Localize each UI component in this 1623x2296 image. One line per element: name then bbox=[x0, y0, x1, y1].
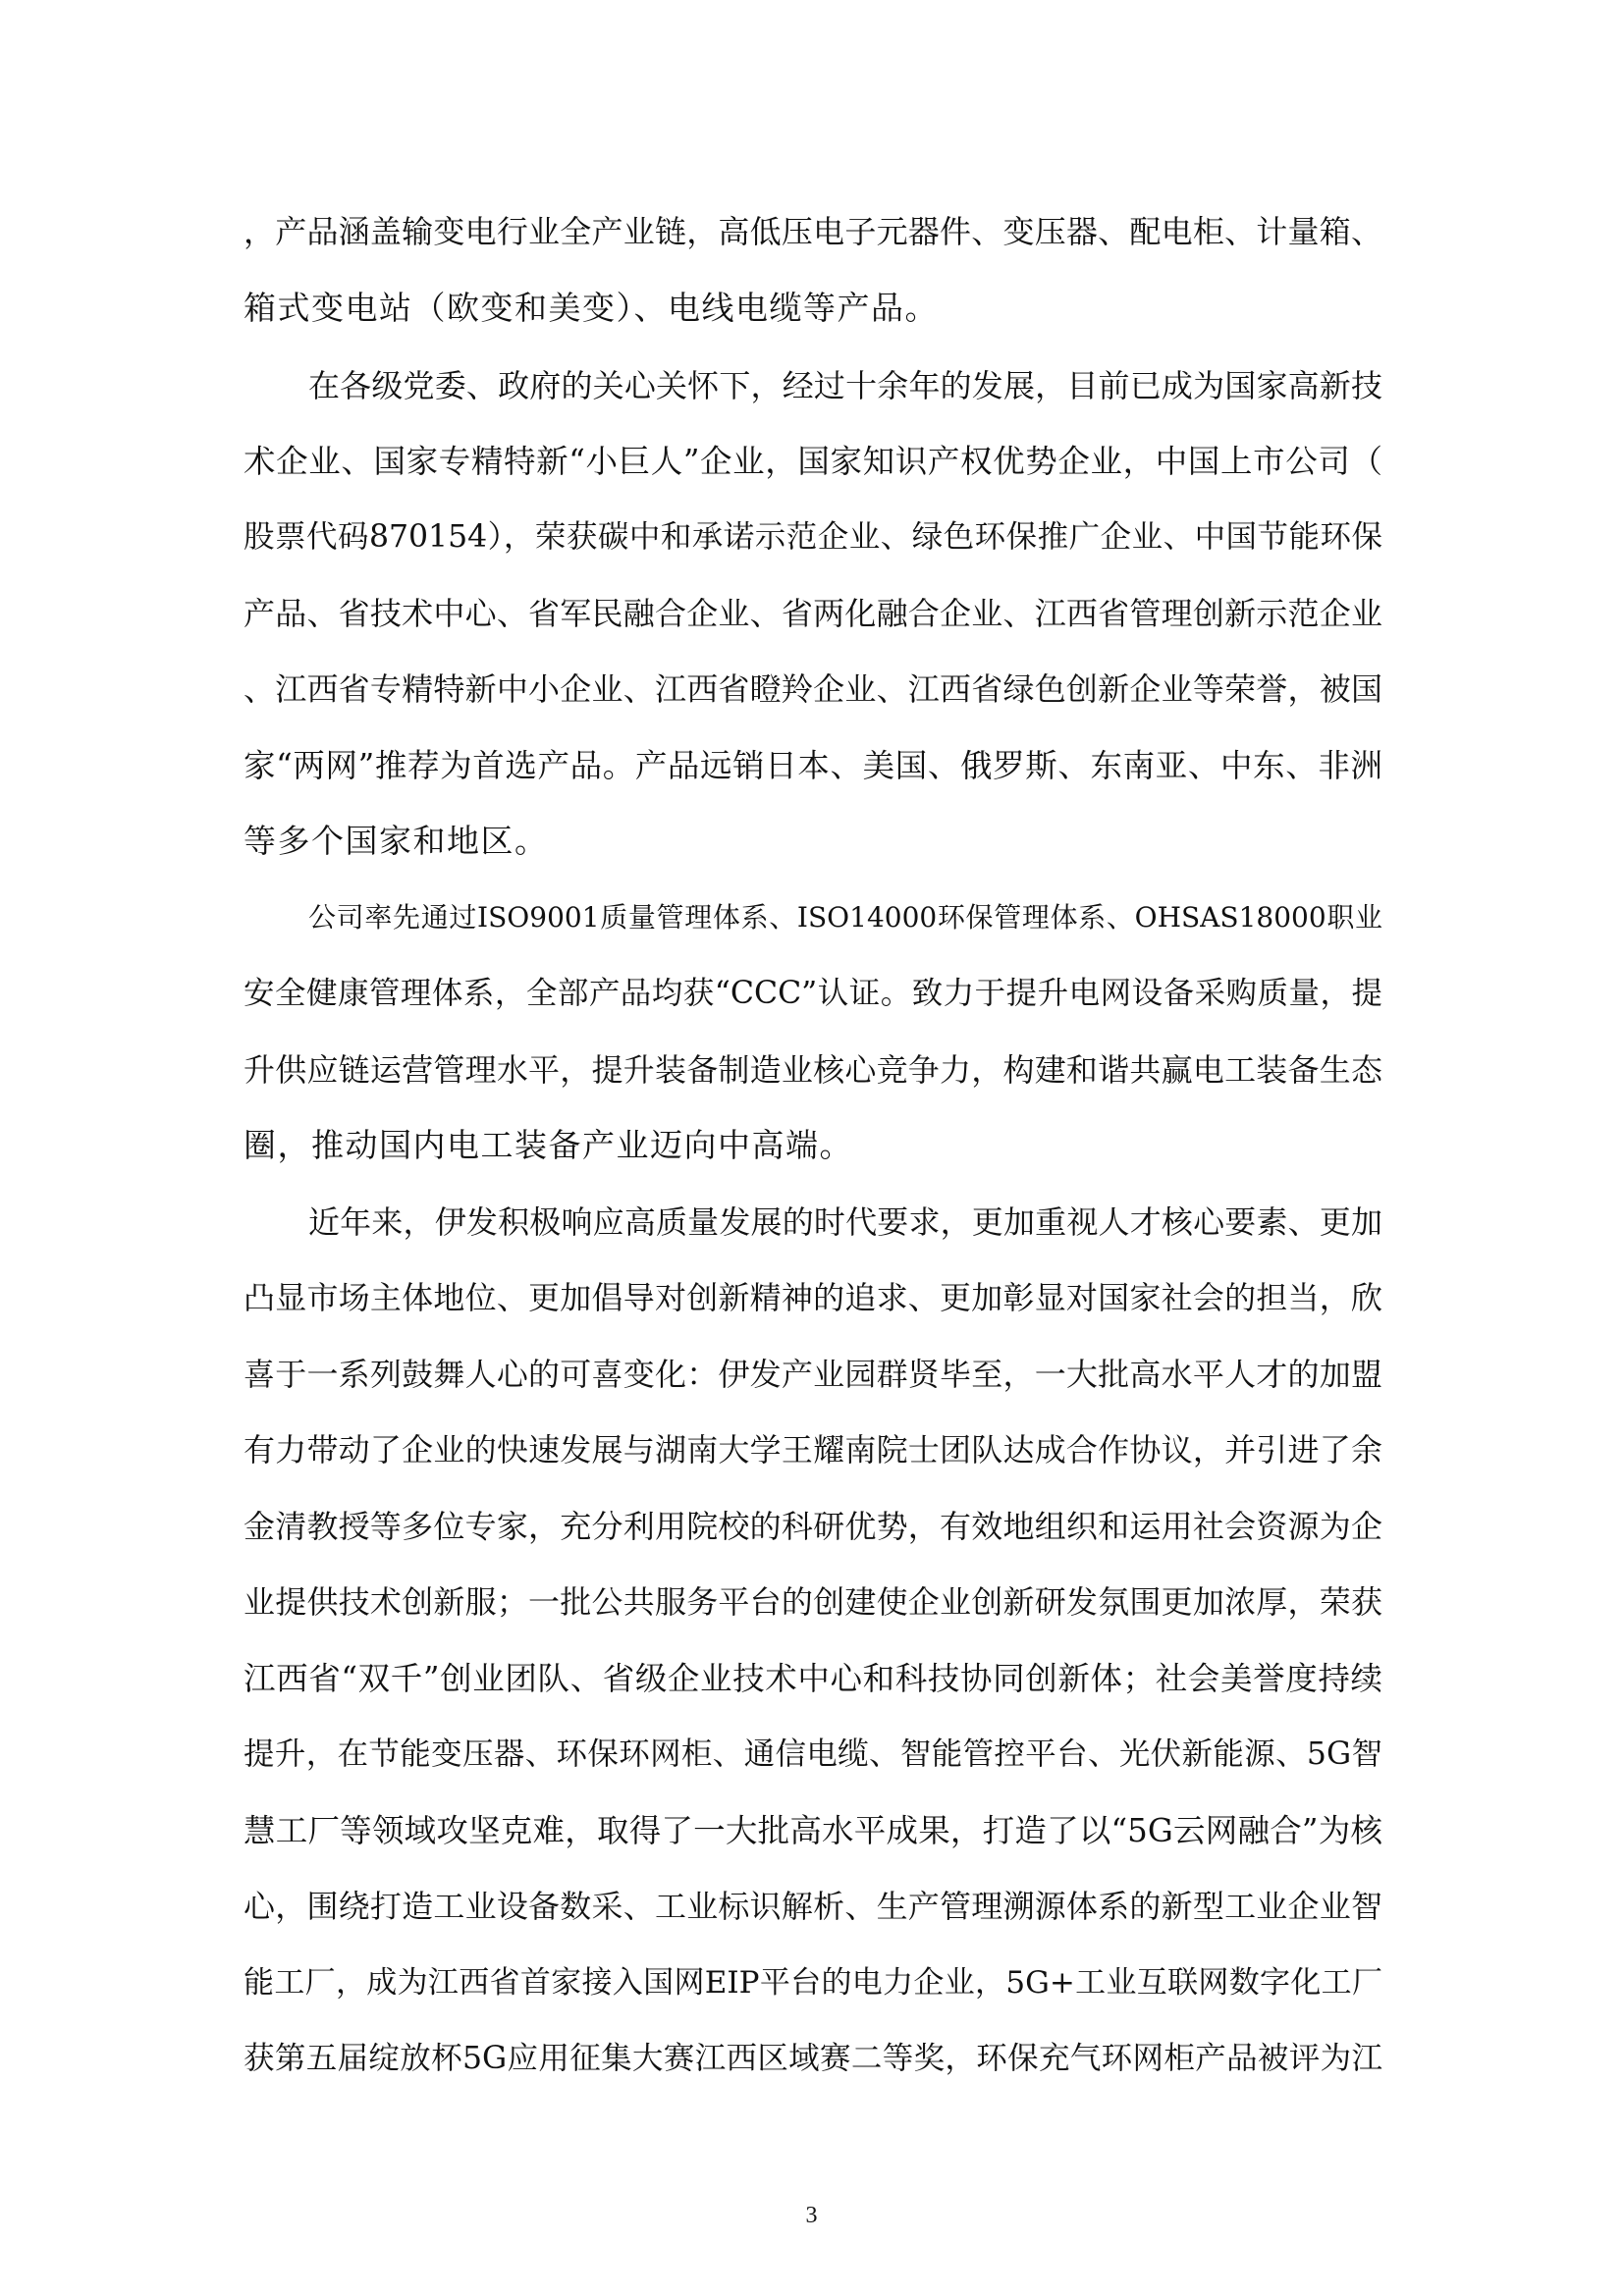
text-line: 股票代码870154），荣获碳中和承诺示范企业、绿色环保推广企业、中国节能环保 bbox=[243, 519, 1382, 555]
text-line: 在各级党委、政府的关心关怀下，经过十余年的发展，目前已成为国家高新技 bbox=[308, 367, 1382, 404]
text-line: 业提供技术创新服；一批公共服务平台的创建使企业创新研发氛围更加浓厚，荣获 bbox=[243, 1583, 1382, 1621]
text-line: 能工厂，成为江西省首家接入国网EIP平台的电力企业，5G+工业互联网数字化工厂 bbox=[243, 1965, 1382, 2001]
text-line: 公司率先通过ISO9001质量管理体系、ISO14000环保管理体系、OHSAS18000职业 bbox=[308, 901, 1382, 934]
text-line: 凸显市场主体地位、更加倡导对创新精神的追求、更加彰显对国家社会的担当，欣 bbox=[243, 1279, 1382, 1316]
text-line: ，产品涵盖输变电行业全产业链，高低压电子元器件、变压器、配电柜、计量箱、 bbox=[243, 213, 1382, 250]
page-number: 3 bbox=[805, 2203, 818, 2228]
text-line: 、江西省专精特新中小企业、江西省瞪羚企业、江西省绿色创新企业等荣誉，被国 bbox=[243, 670, 1382, 708]
text-line: 心，围绕打造工业设备数采、工业标识解析、生产管理溯源体系的新型工业企业智 bbox=[243, 1888, 1382, 1925]
text-line: 升供应链运营管理水平，提升装备制造业核心竞争力，构建和谐共赢电工装备生态 bbox=[243, 1051, 1382, 1089]
text-line: 产品、省技术中心、省军民融合企业、省两化融合企业、江西省管理创新示范企业 bbox=[243, 595, 1382, 632]
text-line: 有力带动了企业的快速发展与湖南大学王耀南院士团队达成合作协议，并引进了余 bbox=[243, 1431, 1382, 1468]
text-line: 慧工厂等领域攻坚克难，取得了一大批高水平成果，打造了以“5G云网融合”为核 bbox=[243, 1812, 1382, 1849]
text-line: 安全健康管理体系，全部产品均获“CCC”认证。致力于提升电网设备采购质量，提 bbox=[243, 976, 1382, 1011]
text-line: 喜于一系列鼓舞人心的可喜变化：伊发产业园群贤毕至，一大批高水平人才的加盟 bbox=[243, 1356, 1382, 1393]
text-line: 家“两网”推荐为首选产品。产品远销日本、美国、俄罗斯、东南亚、中东、非洲 bbox=[243, 747, 1382, 784]
text-line: 金清教授等多位专家，充分利用院校的科研优势，有效地组织和运用社会资源为企 bbox=[243, 1508, 1382, 1545]
text-line: 提升，在节能变压器、环保环网柜、通信电缆、智能管控平台、光伏新能源、5G智 bbox=[243, 1736, 1382, 1772]
text-line: 江西省“双千”创业团队、省级企业技术中心和科技协同创新体；社会美誉度持续 bbox=[243, 1660, 1382, 1697]
text-line: 箱式变电站（欧变和美变）、电线电缆等产品。 bbox=[243, 289, 939, 327]
text-line: 圈，推动国内电工装备产业迈向中高端。 bbox=[243, 1126, 853, 1164]
text-line: 等多个国家和地区。 bbox=[243, 822, 549, 860]
text-line: 术企业、国家专精特新“小巨人”企业，国家知识产权优势企业，中国上市公司（ bbox=[243, 443, 1382, 480]
text-line: 获第五届绽放杯5G应用征集大赛江西区域赛二等奖，环保充气环网柜产品被评为江 bbox=[243, 2041, 1382, 2076]
text-line: 近年来，伊发积极响应高质量发展的时代要求，更加重视人才核心要素、更加 bbox=[308, 1203, 1382, 1241]
